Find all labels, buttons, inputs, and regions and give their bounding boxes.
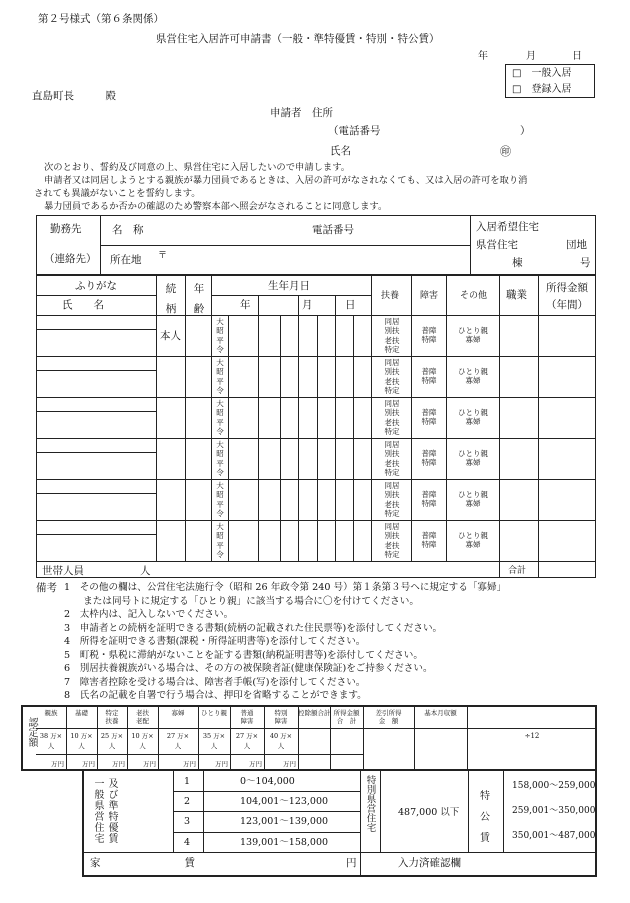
notes-label: 備考 (36, 582, 57, 594)
relation-header: 続 柄 (165, 283, 177, 315)
note-item: 3 申請者との続柄を証明できる書類(続柄の記載された住民票等)を添付してください。 (64, 622, 443, 634)
special-kenei-label: 特別県営住宅 (364, 775, 376, 832)
disability-options[interactable]: 普障 特障 (421, 408, 437, 427)
tokko-range-2: 259,001～350,000 (512, 806, 596, 816)
era-options[interactable]: 大 昭 平 令 (216, 440, 224, 477)
range-number: 2 (184, 796, 191, 807)
note-item: 5 町税・県税に滞納がないことを証する書類(納税証明書等)を添付してください。 (64, 649, 423, 661)
note-item: 8 氏名の記載を自署で行う場合は、押印を省略することができます。 (64, 690, 367, 701)
calc-rate: 35 万× 人 (202, 732, 226, 750)
calc-header: 基本月収額 (424, 709, 457, 717)
other-options[interactable]: ひとり親 寡婦 (458, 367, 488, 386)
range-number: 1 (184, 776, 191, 787)
input-confirmed-label: 入力済確認欄 (398, 857, 461, 869)
income-header: 所得金額 （年間） (546, 282, 588, 311)
intro-line-1: 次のとおり、誓約及び同意の上、県営住宅に入居したいので申請します。 (44, 162, 351, 173)
era-options[interactable]: 大 昭 平 令 (216, 522, 224, 559)
era-options[interactable]: 大 昭 平 令 (216, 358, 224, 395)
household-count-label: 世帯人員 (42, 565, 84, 577)
calc-unit: 万円 (51, 760, 64, 768)
page-title: 県営住宅入居許可申請書（一般・準特優賃・特別・特公賃） (156, 33, 440, 45)
wish-building-label: 棟 (512, 257, 523, 269)
disability-options[interactable]: 普障 特障 (421, 490, 437, 509)
other-options[interactable]: ひとり親 寡婦 (458, 326, 488, 345)
calc-unit: 万円 (283, 760, 296, 768)
check-general-entry[interactable]: □ 一般入居 (512, 68, 572, 79)
range-value: 104,001～123,000 (240, 796, 329, 807)
birth-year-header: 年 (240, 299, 251, 311)
rent-label: 家 賃 (90, 857, 195, 869)
dependent-options[interactable]: 同居 別扶 老扶 特定 (384, 481, 400, 518)
era-options[interactable]: 大 昭 平 令 (216, 399, 224, 436)
disability-options[interactable]: 普障 特障 (421, 326, 437, 345)
calc-header: 特定 扶養 (105, 709, 119, 725)
calc-header: 普通 障害 (240, 709, 254, 725)
intro-line-3: されても異議がないことを誓約します。 (34, 188, 201, 199)
dependent-options[interactable]: 同居 別扶 老扶 特定 (384, 522, 400, 559)
note-item: 7 障害者控除を受ける場合は、障害者手帳(写)を添付してください。 (64, 676, 366, 688)
tokko-range-3: 350,001～487,000 (512, 831, 596, 841)
birth-month-header: 月 (302, 299, 313, 311)
other-options[interactable]: ひとり親 寡婦 (458, 408, 488, 427)
range-number: 3 (184, 816, 191, 827)
special-kenei-limit: 487,000 以下 (398, 807, 460, 818)
era-options[interactable]: 大 昭 平 令 (216, 317, 224, 354)
calc-unit: 万円 (82, 760, 95, 768)
other-options[interactable]: ひとり親 寡婦 (458, 490, 488, 509)
range-value: 123,001～139,000 (240, 816, 329, 827)
age-header: 年 齢 (193, 283, 205, 315)
employer-name-label: 名 称 (112, 224, 144, 236)
disability-options[interactable]: 普障 特障 (421, 531, 437, 550)
calc-unit: 万円 (249, 760, 262, 768)
note-item: 6 別居扶養親族がいる場合は、その方の被保険者証(健康保険証)をご持参ください。 (64, 663, 433, 674)
occupation-header: 職業 (506, 289, 527, 301)
wish-kenei-label: 県営住宅 (476, 239, 518, 251)
name-header: 氏 名 (62, 299, 104, 311)
wish-housing-label: 入居希望住宅 (476, 221, 539, 233)
calc-rate: 10 万× 人 (70, 732, 93, 750)
calc-header: 差引所得 金 額 (375, 709, 402, 725)
note-item: 1 その他の欄は、公営住宅法施行令（昭和 26 年政令第 240 号）第１条第３号ヘに規定する「寡婦」 (64, 582, 507, 593)
household-count-unit: 人 (140, 565, 151, 577)
calc-unit: 万円 (183, 760, 196, 768)
calc-header: 特別 障害 (274, 709, 288, 725)
general-housing-label: 一般県営住宅 (92, 778, 103, 844)
birth-day-header: 日 (345, 299, 356, 311)
employer-phone-label: 電話番号 (312, 224, 354, 236)
date-day: 日 (572, 51, 582, 62)
calc-header: 老扶 老配 (136, 709, 149, 725)
dependent-options[interactable]: 同居 別扶 老扶 特定 (384, 358, 400, 395)
seal-mark: ㊞ (500, 145, 511, 158)
note-item: 4 所得を証明できる書類(課税・所得証明書等)を添付してください。 (64, 636, 366, 647)
range-number: 4 (184, 837, 191, 848)
rent-unit: 円 (346, 857, 357, 869)
range-value: 0～104,000 (240, 776, 295, 787)
special-rent-label: 及び準特優賃 (106, 778, 117, 844)
calc-header: 所得金額 合 計 (333, 709, 360, 725)
calc-header: 親族 (44, 709, 58, 717)
disability-options[interactable]: 普障 特障 (421, 367, 437, 386)
calc-unit: 万円 (143, 760, 156, 768)
total-label: 合計 (508, 566, 527, 576)
calc-unit: 万円 (215, 760, 228, 768)
other-options[interactable]: ひとり親 寡婦 (458, 449, 488, 468)
employer-label: 勤務先 (50, 223, 82, 235)
calc-rate: 10 万× 人 (131, 732, 154, 750)
wish-danchi-label: 団地 (566, 239, 587, 251)
intro-line-2: 申請者又は同居しようとする親族が暴力団員であるときは、入居の許可がなされなくても、又は入居の許可を取り消 (44, 175, 528, 186)
applicant-address-label: 申請者 住所 (270, 107, 333, 119)
calc-rate: 27 万× 人 (166, 732, 190, 750)
disability-options[interactable]: 普障 特障 (421, 449, 437, 468)
range-value: 139,001～158,000 (240, 837, 329, 848)
tokko-range-1: 158,000～259,000 (512, 781, 596, 791)
employer-address-label: 所在地 (110, 254, 142, 266)
date-month: 月 (526, 51, 536, 62)
other-header: その他 (460, 291, 488, 301)
calc-divider: ÷12 (524, 732, 540, 740)
era-options[interactable]: 大 昭 平 令 (216, 481, 224, 518)
calc-header: ひとり親 (201, 709, 227, 717)
furigana-header: ふりがな (75, 280, 117, 292)
postal-mark: 〒 (158, 251, 168, 261)
applicant-name-label: 氏名 (330, 145, 351, 157)
disability-header: 障害 (420, 291, 439, 301)
applicant-phone-label: （電話番号 (328, 125, 381, 137)
dependent-options[interactable]: 同居 別扶 老扶 特定 (384, 317, 400, 354)
contact-label: （連絡先） (44, 253, 97, 265)
check-register-entry[interactable]: □ 登録入居 (512, 84, 572, 95)
other-options[interactable]: ひとり親 寡婦 (458, 531, 488, 550)
applicant-phone-close: ） (520, 125, 531, 137)
dependent-options[interactable]: 同居 別扶 老扶 特定 (384, 399, 400, 436)
note-item: または同号トに規定する「ひとり親」に該当する場合に〇を付けてください。 (64, 595, 419, 607)
note-item: 2 太枠内は、記入しないでください。 (64, 609, 234, 620)
calc-rate: 40 万× 人 (269, 732, 293, 750)
calc-header: 控除額合計 (298, 709, 331, 717)
calc-unit: 万円 (112, 760, 125, 768)
household-table (36, 275, 596, 578)
addressee: 直島町長 殿 (32, 90, 116, 102)
calc-label: 認定額 (26, 717, 37, 747)
calc-rate: 25 万× 人 (100, 732, 124, 750)
dependent-header: 扶養 (381, 291, 400, 301)
intro-line-4: 暴力団員であるか否かの確認のため警察本部へ照会がなされることに同意します。 (44, 201, 388, 212)
calc-rate: 38 万× 人 (39, 732, 63, 750)
calc-header: 基礎 (75, 709, 88, 717)
tokko-label: 特 公 賃 (480, 791, 490, 844)
calc-header: 寡婦 (171, 709, 185, 717)
calc-rate: 27 万× 人 (235, 732, 259, 750)
self-relation: 本人 (160, 330, 181, 342)
dependent-options[interactable]: 同居 別扶 老扶 特定 (384, 440, 400, 477)
wish-room-label: 号 (580, 257, 591, 269)
date-year: 年 (478, 51, 488, 62)
birthdate-header: 生年月日 (268, 280, 310, 292)
form-number: 第２号様式（第６条関係） (38, 13, 164, 25)
